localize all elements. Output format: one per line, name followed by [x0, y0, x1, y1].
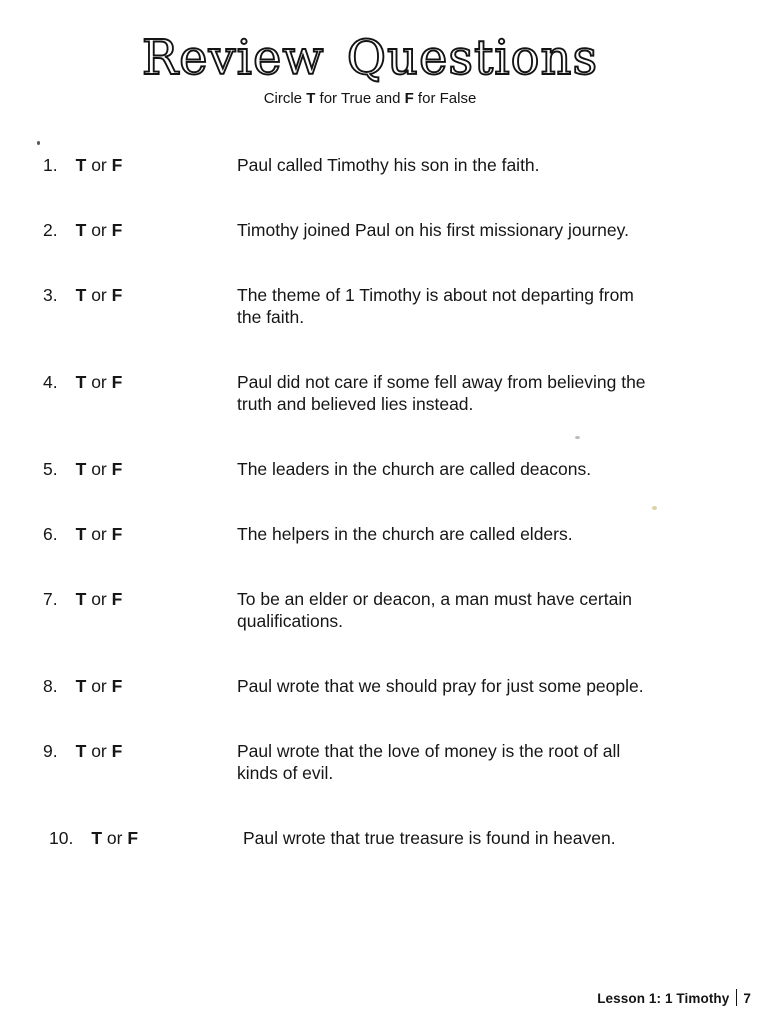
question-line: Paul wrote that true treasure is found in heaven.: [243, 828, 616, 848]
question-number: 1.: [43, 155, 58, 175]
question-left: [49, 827, 243, 849]
tf-choice: [76, 285, 123, 305]
question-text: [237, 154, 767, 176]
question-line: Timothy joined Paul on his first missionary journey.: [237, 220, 629, 240]
footer-page-number: 7: [743, 991, 751, 1006]
question-line: Paul did not care if some fell away from believing the: [237, 372, 646, 392]
tf-choice: [91, 828, 138, 848]
question-text: [237, 284, 767, 328]
header: [0, 30, 740, 108]
question-line: The theme of 1 Timothy is about not departing from: [237, 285, 634, 305]
true-option[interactable]: T: [75, 220, 87, 240]
question-line: kinds of evil.: [237, 763, 334, 783]
question-left: [43, 675, 237, 697]
true-option[interactable]: T: [75, 372, 87, 392]
or-label: or: [91, 676, 107, 696]
tf-choice: [76, 459, 123, 479]
false-option[interactable]: F: [111, 155, 123, 175]
question-text: [237, 458, 767, 480]
questions-list: [0, 154, 767, 892]
true-option[interactable]: T: [75, 741, 87, 761]
true-option[interactable]: T: [75, 524, 87, 544]
question-row: [0, 219, 767, 241]
question-left: [43, 740, 237, 762]
instructions-t-label: T: [306, 90, 316, 107]
footer-divider: [736, 989, 737, 1006]
question-number: 8.: [43, 676, 58, 696]
question-left: [43, 154, 237, 176]
or-label: or: [91, 459, 107, 479]
false-option[interactable]: F: [111, 459, 123, 479]
tf-choice: [76, 155, 123, 175]
page-title: Review Questions: [141, 30, 599, 86]
question-left: [43, 371, 237, 393]
question-number: 4.: [43, 372, 58, 392]
or-label: or: [91, 220, 107, 240]
question-row: [0, 154, 767, 176]
instructions-text-2: for True and: [315, 90, 405, 107]
instructions-f-label: F: [404, 90, 414, 107]
false-option[interactable]: F: [111, 589, 123, 609]
question-row: [0, 740, 767, 784]
question-number: 9.: [43, 741, 58, 761]
or-label: or: [106, 828, 123, 848]
or-label: or: [91, 741, 107, 761]
question-row: [0, 827, 767, 849]
true-option[interactable]: T: [91, 828, 103, 848]
false-option[interactable]: F: [127, 828, 139, 848]
scan-speck: [652, 506, 657, 510]
question-left: [43, 523, 237, 545]
question-row: [0, 523, 767, 545]
question-row: [0, 675, 767, 697]
question-number: 10.: [49, 828, 74, 848]
question-row: [0, 284, 767, 328]
question-line: qualifications.: [237, 611, 344, 631]
or-label: or: [91, 155, 107, 175]
question-left: [43, 588, 237, 610]
question-text: [237, 740, 767, 784]
question-line: To be an elder or deacon, a man must have certain: [237, 589, 632, 609]
question-row: [0, 371, 767, 415]
false-option[interactable]: F: [111, 285, 123, 305]
or-label: or: [91, 524, 107, 544]
or-label: or: [91, 589, 107, 609]
question-left: [43, 284, 237, 306]
false-option[interactable]: F: [111, 676, 123, 696]
true-option[interactable]: T: [75, 285, 87, 305]
scan-speck: [37, 141, 40, 145]
question-text: [237, 523, 767, 545]
instructions-text-1: Circle: [263, 90, 307, 107]
question-number: 7.: [43, 589, 58, 609]
question-text: [237, 219, 767, 241]
question-number: 6.: [43, 524, 58, 544]
true-option[interactable]: T: [75, 676, 87, 696]
question-text: [237, 675, 767, 697]
false-option[interactable]: F: [111, 524, 123, 544]
tf-choice: [76, 589, 123, 609]
question-line: Paul wrote that we should pray for just some people.: [237, 676, 644, 696]
question-number: 5.: [43, 459, 58, 479]
question-number: 2.: [43, 220, 58, 240]
false-option[interactable]: F: [111, 741, 123, 761]
question-text: [243, 827, 767, 849]
tf-choice: [76, 741, 123, 761]
question-text: [237, 371, 767, 415]
instructions-text-3: for False: [413, 90, 477, 107]
question-row: [0, 458, 767, 480]
tf-choice: [76, 676, 123, 696]
tf-choice: [76, 524, 123, 544]
true-option[interactable]: T: [75, 589, 87, 609]
question-line: the faith.: [237, 307, 305, 327]
question-line: The helpers in the church are called elders.: [237, 524, 573, 544]
or-label: or: [91, 372, 107, 392]
or-label: or: [91, 285, 107, 305]
footer: [597, 989, 751, 1006]
question-row: [0, 588, 767, 632]
footer-lesson: Lesson 1: 1 Timothy: [597, 991, 730, 1006]
question-line: truth and believed lies instead.: [237, 394, 474, 414]
question-number: 3.: [43, 285, 58, 305]
question-line: Paul called Timothy his son in the faith.: [237, 155, 540, 175]
question-line: The leaders in the church are called deacons.: [237, 459, 592, 479]
true-option[interactable]: T: [75, 459, 87, 479]
question-left: [43, 219, 237, 241]
instructions: [0, 90, 740, 108]
true-option[interactable]: T: [75, 155, 87, 175]
false-option[interactable]: F: [111, 220, 123, 240]
question-left: [43, 458, 237, 480]
tf-choice: [76, 372, 123, 392]
scan-speck: [575, 436, 580, 439]
question-line: Paul wrote that the love of money is the root of all: [237, 741, 621, 761]
tf-choice: [76, 220, 123, 240]
false-option[interactable]: F: [111, 372, 123, 392]
question-text: [237, 588, 767, 632]
